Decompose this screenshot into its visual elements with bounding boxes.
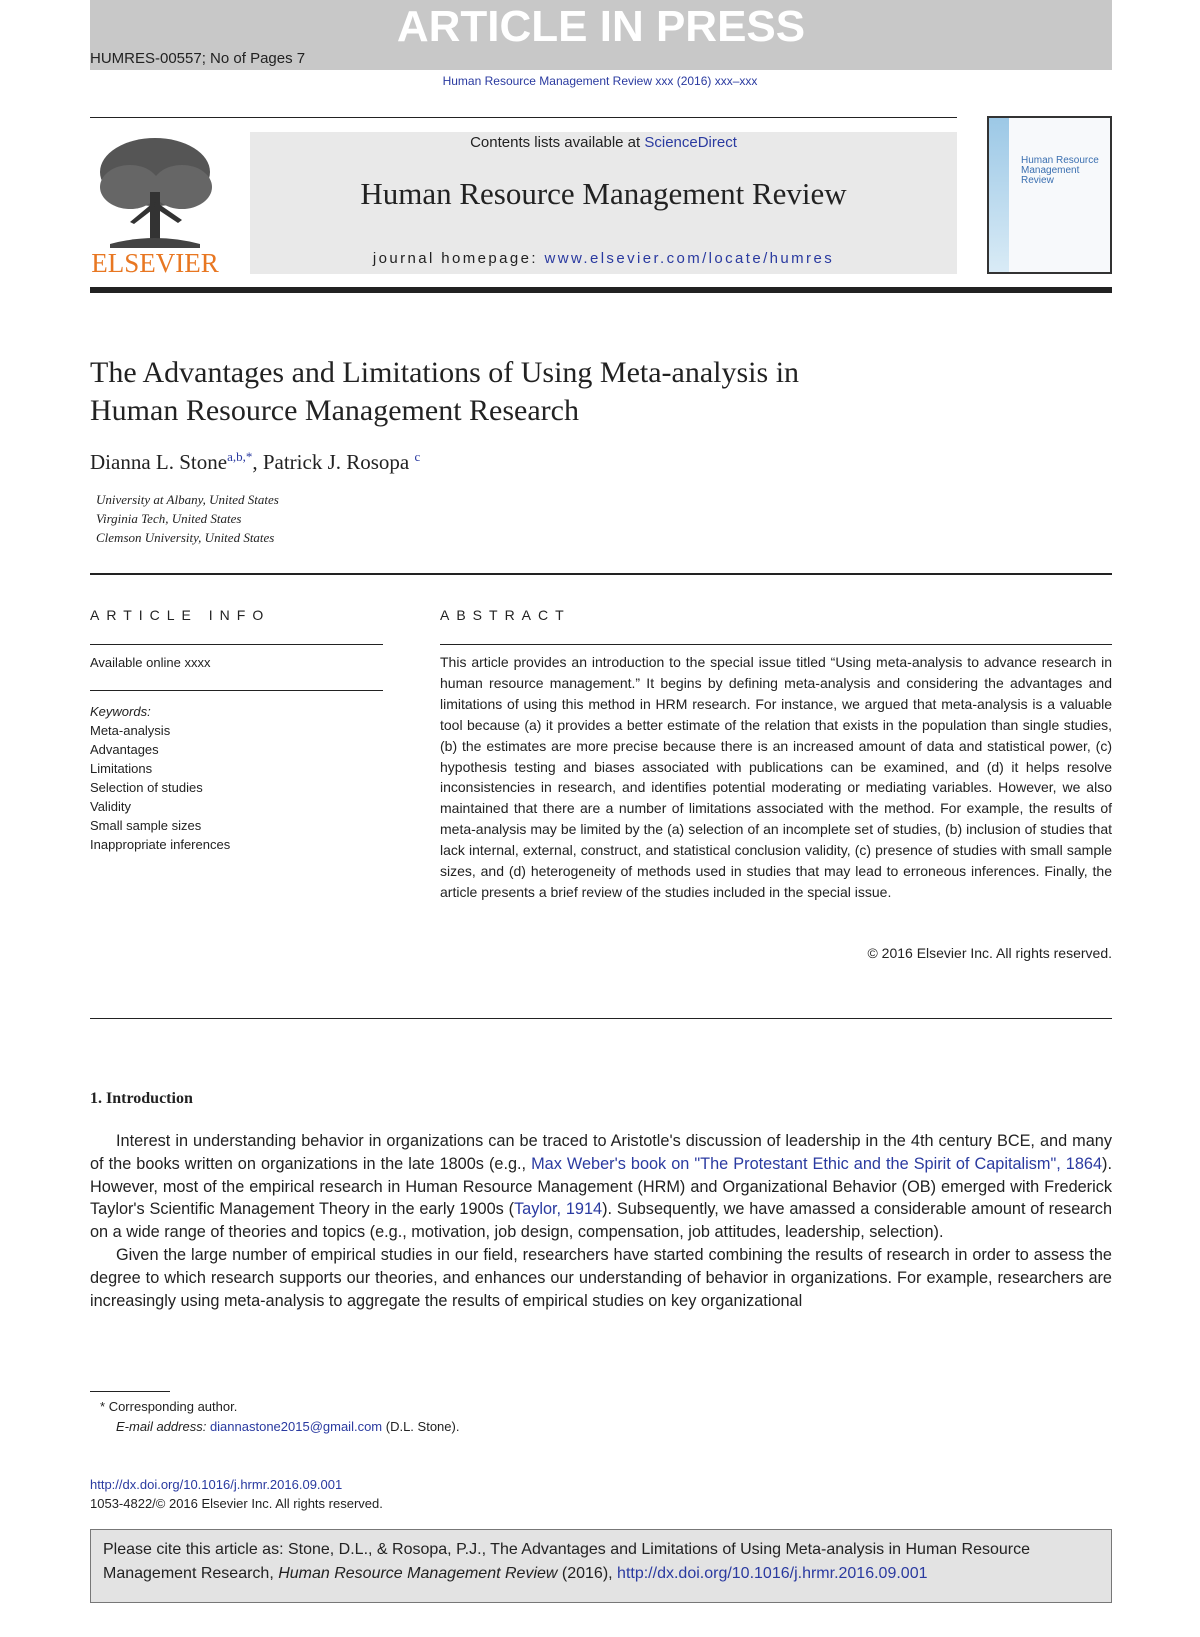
keyword-item: Advantages <box>90 742 159 757</box>
issn-line: 1053-4822/© 2016 Elsevier Inc. All rights reserved. <box>90 1496 383 1511</box>
intro-p1-text-b: ). However, most of the empirical research in Human Resource Management (HRM) and Organizational Behavior (OB) emerged with Frederick Taylor's Scientific Management Theory in the early 1900s ( <box>90 1154 1112 1219</box>
header-top-rule <box>90 117 957 118</box>
cover-band <box>989 118 1009 272</box>
keyword-item: Inappropriate inferences <box>90 837 231 852</box>
author-separator: , <box>252 450 263 474</box>
journal-homepage-line <box>250 250 957 267</box>
article-title <box>90 354 990 430</box>
affiliation-b: Virginia Tech, United States <box>96 511 242 526</box>
info-top-rule <box>90 573 1112 575</box>
article-info-rule-1 <box>90 644 383 645</box>
keyword-item: Limitations <box>90 761 153 776</box>
doi-block <box>90 1475 383 1513</box>
cite-prefix: Please cite this article as: Stone, D.L., & Rosopa, P.J., The Advantages and Limitations of Using Meta-analysis in Human Resource Management Research, <box>103 1541 1030 1582</box>
cover-title: Human Resource Management Review <box>1021 155 1099 186</box>
affiliation-a: University at Albany, United States <box>96 492 279 507</box>
affiliations <box>96 490 279 547</box>
intro-paragraph-1 <box>90 1130 1112 1244</box>
corresponding-author-footnote <box>100 1397 459 1437</box>
abstract-bottom-rule <box>90 1018 1112 1019</box>
author-rosopa-affil-link[interactable]: c <box>414 449 421 464</box>
intro-p1-text-a: Interest in understanding behavior in organizations can be traced to Aristotle's discussion of leadership in the 4th century BCE, and many of the books written on organizations in the late 1800s (e.g., <box>90 1132 1112 1173</box>
section-heading-introduction: 1. Introduction <box>90 1090 193 1107</box>
introduction-body <box>90 1130 1112 1312</box>
author-stone-affil-link[interactable]: a,b,* <box>227 449 253 464</box>
journal-title: Human Resource Management Review <box>360 176 847 211</box>
please-cite-box <box>90 1529 1112 1603</box>
email-link[interactable]: diannastone2015@gmail.com <box>209 1419 383 1434</box>
footnote-marker: * <box>100 1399 106 1414</box>
sciencedirect-link[interactable]: ScienceDirect <box>644 134 737 151</box>
keyword-item: Selection of studies <box>90 780 203 795</box>
email-suffix: (D.L. Stone). <box>382 1419 460 1434</box>
cite-year: (2016), <box>557 1565 618 1582</box>
footnote-line-1 <box>100 1397 459 1417</box>
affiliation-c: Clemson University, United States <box>96 530 275 545</box>
corresponding-author-text: Corresponding author. <box>108 1399 238 1414</box>
email-label: E-mail address: <box>116 1419 207 1434</box>
intro-p1-text-c: ). Subsequently, we have amassed a considerable amount of research on a wide range of theories and topics (e.g., motivation, job design, compensation, job attitudes, leadership, selection). <box>90 1200 1112 1242</box>
homepage-link[interactable]: www.elsevier.com/locate/humres <box>544 250 835 267</box>
article-info-heading: ARTICLE INFO <box>90 607 271 623</box>
abstract-heading: ABSTRACT <box>440 607 571 623</box>
abstract-rule <box>440 644 1112 645</box>
footnote-rule <box>90 1391 170 1392</box>
keyword-item: Validity <box>90 799 131 814</box>
author-list <box>90 449 420 475</box>
article-title-line1: The Advantages and Limitations of Using Meta-analysis in <box>90 356 800 389</box>
article-title-line2: Human Resource Management Research <box>90 394 579 427</box>
journal-header-box <box>250 132 957 274</box>
contents-line <box>250 134 957 151</box>
abstract-text: This article provides an introduction to the special issue titled “Using meta-analysis to advance research in human resource management.” It begins by defining meta-analysis and considering the advantages and limitations of using this method in HRM research. For instance, we argued that meta-analysis is a valuable tool because (a) it provides a better estimate of the relation that exists in the population than single studies, (b) the estimates are more precise because there is an increased amount of data and statistical power, (c) hypothesis testing and biases associated with publications can be examined, and (d) it helps resolve inconsistencies in research, and identifies potential moderating or mediating variables. However, we also maintained that there are a number of limitations associated with the method. For example, the results of meta-analysis may be limited by the (a) selection of an incomplete set of studies, (b) inclusion of studies that lack internal, external, construct, and statistical conclusion validity, (c) presence of studies with small sample sizes, and (d) heterogeneity of methods used in studies that may lead to erroneous inferences. Finally, the article presents a brief review of the studies included in the special issue. <box>440 654 1112 900</box>
doi-link[interactable]: http://dx.doi.org/10.1016/j.hrmr.2016.09.001 <box>90 1477 343 1492</box>
homepage-prefix: journal homepage: <box>372 250 545 267</box>
available-online: Available online xxxx <box>90 655 211 670</box>
contents-prefix: Contents lists available at <box>470 134 645 151</box>
keywords-list <box>90 702 230 854</box>
taylor-citation-link[interactable]: Taylor, 1914 <box>514 1200 603 1219</box>
banner-text: ARTICLE IN PRESS <box>396 2 806 51</box>
cite-doi-link[interactable]: http://dx.doi.org/10.1016/j.hrmr.2016.09.001 <box>617 1565 928 1582</box>
keywords-label: Keywords: <box>90 704 151 719</box>
journal-cover-thumbnail[interactable] <box>987 116 1112 274</box>
header-thick-rule <box>90 287 1112 293</box>
intro-paragraph-2: Given the large number of empirical studies in our field, researchers have started combining the results of research in order to assess the degree to which research supports our theories, and enhances our understanding of behavior in organizations. For example, researchers are increasingly using meta-analysis to aggregate the results of empirical studies on key organizational <box>90 1245 1112 1310</box>
cite-journal: Human Resource Management Review <box>278 1565 558 1582</box>
running-head-link[interactable]: Human Resource Management Review xxx (2016) xxx–xxx <box>442 74 758 88</box>
keyword-item: Meta-analysis <box>90 723 171 738</box>
footnote-line-2 <box>100 1417 459 1437</box>
author-stone: Dianna L. Stone <box>90 450 228 474</box>
author-rosopa: Patrick J. Rosopa <box>262 450 410 474</box>
article-info-rule-2 <box>90 690 383 691</box>
manuscript-code: HUMRES-00557; No of Pages 7 <box>90 50 306 67</box>
abstract-copyright: © 2016 Elsevier Inc. All rights reserved. <box>867 945 1112 961</box>
weber-citation-link[interactable]: Max Weber's book on "The Protestant Ethic and the Spirit of Capitalism", 1864 <box>531 1154 1103 1173</box>
elsevier-wordmark: ELSEVIER <box>91 248 219 278</box>
keyword-item: Small sample sizes <box>90 818 202 833</box>
